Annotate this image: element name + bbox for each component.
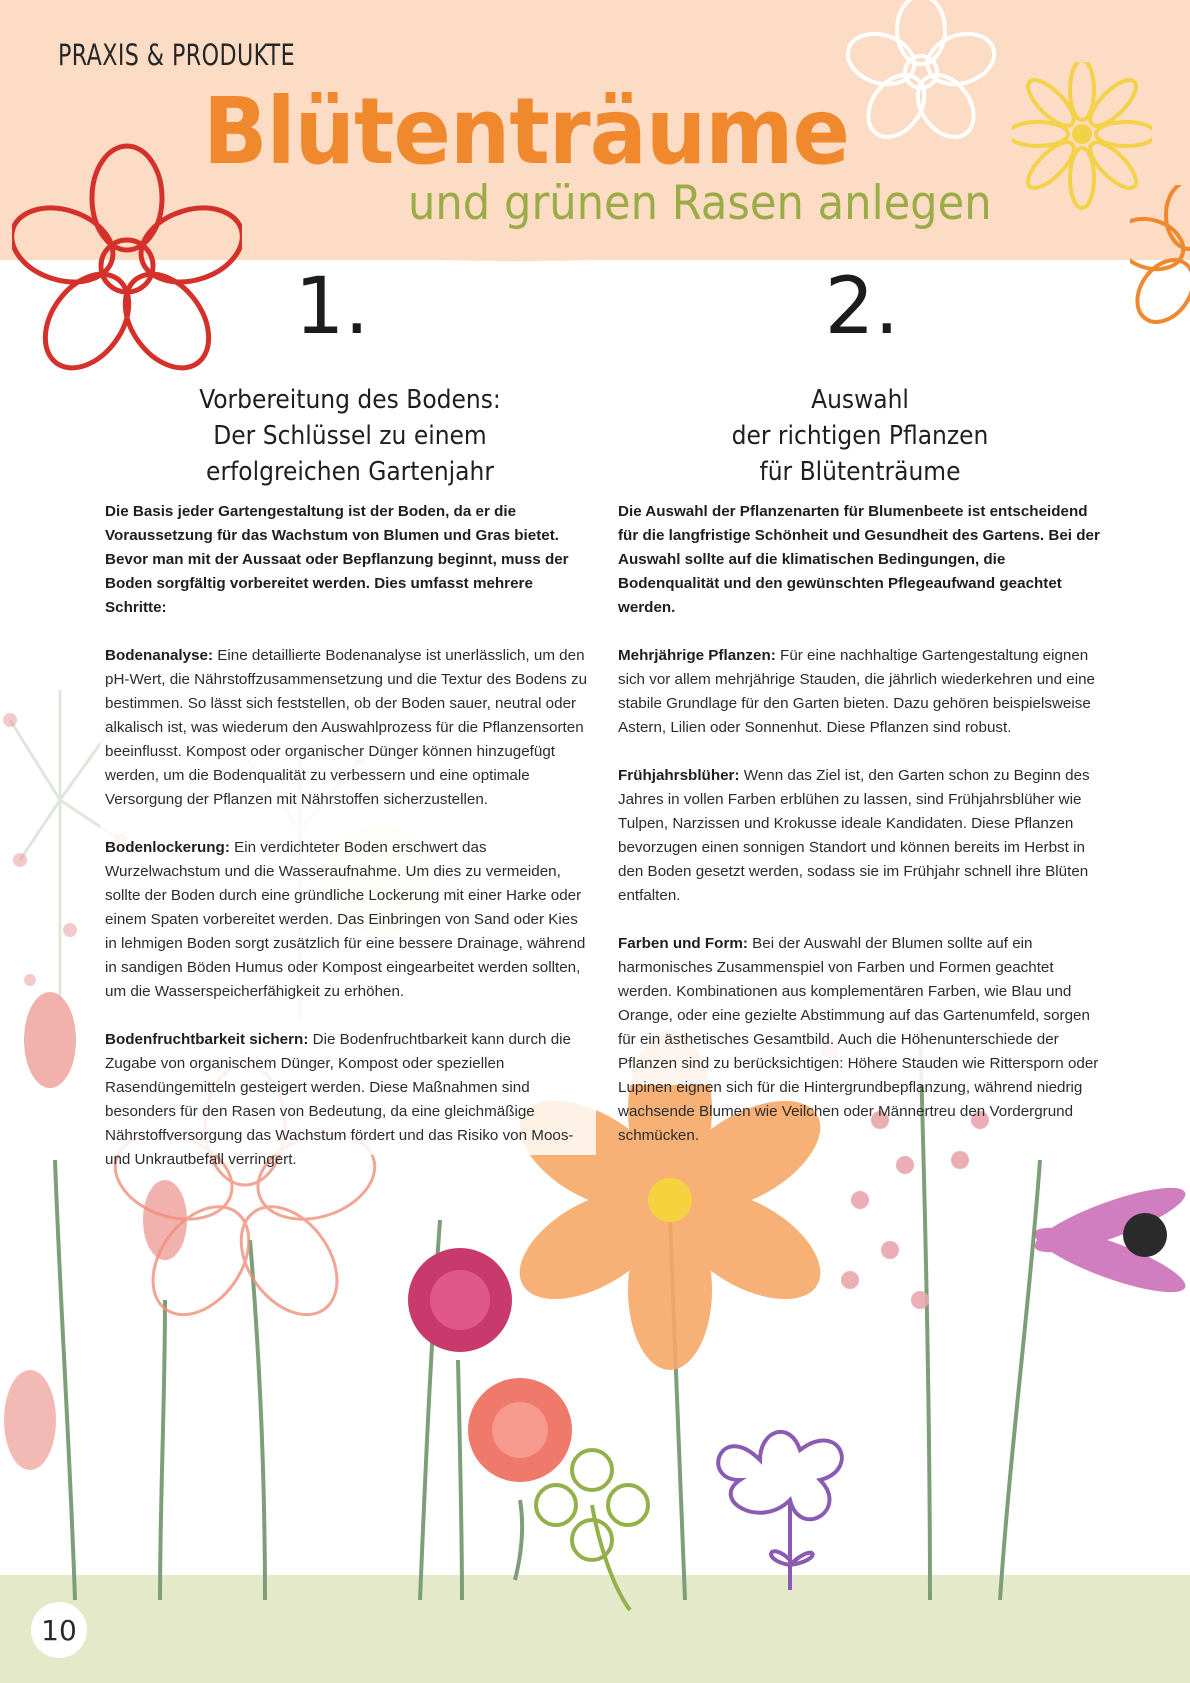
column-2-intro: Die Auswahl der Pflanzenarten für Blumenbeete ist entscheidend für die langfristige Schönheit und Gesundheit des Gartens. Bei der Auswahl sollte auf die klimatischen Bedingungen, die Bodenqualität und den gewünschten Pflegeaufwand geachtet werden. (618, 503, 1100, 616)
section-term: Frühjahrsblüher: (618, 767, 740, 784)
column-2-heading (630, 382, 1090, 490)
column-1-section (105, 644, 589, 812)
column-1-heading-line: erfolgreichen Gartenjahr (206, 457, 494, 487)
page-subtitle: und grünen Rasen anlegen (408, 176, 992, 231)
column-1-intro: Die Basis jeder Gartengestaltung ist der Boden, da er die Voraussetzung für das Wachstum von Blumen und Gras bietet. Bevor man mit der Aussaat oder Bepflanzung beginnt, muss der Boden sorgfältig vorbereitet werden. Dies umfasst mehrere Schritte: (105, 503, 569, 616)
column-2-section (618, 932, 1102, 1148)
column-2-heading-line: für Blütenträume (759, 457, 961, 487)
column-2-section (618, 644, 1102, 740)
column-2-number: 2. (824, 262, 900, 352)
column-1-number: 1. (294, 262, 370, 352)
section-text: Bei der Auswahl der Blumen sollte auf ein harmonisches Zusammenspiel von Farben und Formen geachtet werden. Kombinationen aus komplementären Farben, wie Blau und Orange, oder eine gezielte Abstimmung auf das Gartenumfeld, sorgen für ein ästhetisches Gesamtbild. Auch die Höhenunterschiede der Pflanzen sind zu berücksichtigen: Höhere Stauden wie Rittersporn oder Lupinen eignen sich für die Hintergrundbepflanzung, während niedrig wachsende Blumen wie Veilchen oder Männertreu den Vordergrund schmücken. (618, 935, 1099, 1144)
column-1-section (105, 836, 589, 1004)
page-title: Blütenträume (203, 78, 850, 185)
section-term: Bodenlockerung: (105, 839, 230, 856)
page-number: 10 (31, 1602, 87, 1658)
column-1-heading-line: Vorbereitung des Bodens: (199, 385, 501, 415)
column-2-section (618, 764, 1102, 908)
section-text: Für eine nachhaltige Gartengestaltung eignen sich vor allem mehrjährige Stauden, die jährlich wiederkehren und eine stabile Grundlage für den Garten bieten. Dazu gehören beispielsweise Astern, Lilien oder Sonnenhut. Diese Pflanzen sind robust. (618, 647, 1095, 736)
section-term: Bodenfruchtbarkeit sichern: (105, 1031, 309, 1048)
section-term: Bodenanalyse: (105, 647, 214, 664)
orange-flower-outline-icon (1130, 185, 1190, 325)
column-1-heading (120, 382, 580, 490)
column-2-heading-line: der richtigen Pflanzen (731, 421, 989, 451)
section-term: Farben und Form: (618, 935, 748, 952)
column-2-heading-line: Auswahl (811, 385, 909, 415)
column-1-heading-line: Der Schlüssel zu einem (213, 421, 487, 451)
column-1-body (105, 500, 589, 1196)
column-1-section (105, 1028, 589, 1172)
section-text: Wenn das Ziel ist, den Garten schon zu Beginn des Jahres in vollen Farben erblühen zu lassen, sind Frühjahrsblüher wie Tulpen, Narzissen und Krokusse ideale Kandidaten. Diese Pflanzen bevorzugen einen sonnigen Standort und können bereits im Herbst in den Boden gesetzt werden, sodass sie im Frühjahr schnell ihre Blüten entfalten. (618, 767, 1090, 904)
column-2-body (618, 500, 1102, 1172)
section-label: PRAXIS & PRODUKTE (58, 38, 296, 72)
section-text: Die Bodenfruchtbarkeit kann durch die Zugabe von organischem Dünger, Kompost oder speziellen Rasendüngemitteln gesteigert werden. Diese Maßnahmen sind besonders für den Rasen von Bedeutung, da eine gleichmäßige Nährstoffversorgung das Wachstum fördert und das Risiko von Moos- und Unkrautbefall verringert. (105, 1031, 574, 1168)
white-flower-outline-icon (836, 0, 1006, 150)
section-text: Ein verdichteter Boden erschwert das Wurzelwachstum und die Wasseraufnahme. Um dies zu vermeiden, sollte der Boden durch eine gründliche Lockerung mit einer Harke oder einem Spaten vorbereitet werden. Das Einbringen von Sand oder Kies in lehmigen Boden sorgt zusätzlich für eine bessere Drainage, während in sandigen Böden Humus oder Kompost eingearbeitet werden sollten, um die Wasserspeicherfähigkeit zu erhöhen. (105, 839, 586, 1000)
section-text: Eine detaillierte Bodenanalyse ist unerlässlich, um den pH-Wert, die Nährstoffzusammensetzung und die Textur des Bodens zu bestimmen. So lässt sich feststellen, ob der Boden sauer, neutral oder alkalisch ist, was wiederum den Auswahlprozess für die Pflanzensorten beeinflusst. Kompost oder organischer Dünger können hinzugefügt werden, um die Bodenqualität zu verbessern und eine optimale Versorgung der Pflanzen mit Nährstoffen sicherzustellen. (105, 647, 588, 808)
section-term: Mehrjährige Pflanzen: (618, 647, 776, 664)
